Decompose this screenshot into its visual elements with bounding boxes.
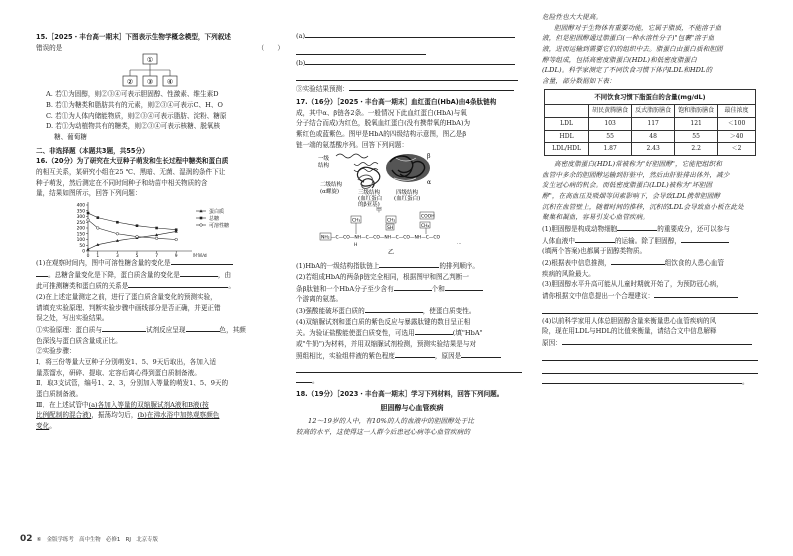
svg-text:CH₂: CH₂ (421, 224, 430, 230)
q17-stem-2: 分子结合而成)为红色，脱氧血红蛋白(没有携带氧的HbA)为 (296, 119, 471, 128)
legend-label: 总糖 (209, 215, 220, 222)
column-middle (296, 30, 528, 437)
table-caption: 不同饮食习惯下脂蛋白的含量(mg/dL) (544, 89, 756, 104)
blank[interactable] (36, 269, 48, 277)
label-fig-jia: 甲 (376, 207, 383, 215)
blank[interactable] (379, 260, 439, 268)
hemoglobin-figure (296, 150, 528, 260)
passage-line-4: 醇等组成，包括高密度脂蛋白(HDL)和低密度脂蛋白 (542, 55, 697, 64)
column-left (36, 30, 284, 432)
data-point (136, 224, 139, 227)
passage-line-6: 含量，部分数据如下表： (542, 77, 616, 86)
concept-model-diagram (36, 53, 284, 89)
label-primary-1: 一级 (318, 156, 330, 163)
label-secondary-2: (α螺旋) (320, 189, 340, 196)
x-tick-label: 1 (96, 254, 100, 258)
label-beta: β (427, 153, 431, 161)
blank[interactable] (654, 290, 738, 298)
blank[interactable] (575, 235, 615, 243)
svg-text:CH₂: CH₂ (387, 218, 396, 224)
table-row: LDL 103 117 121 ＜100 (545, 117, 756, 130)
data-point (155, 237, 158, 240)
q15-option-d-cont: 糖、葡萄糖 (54, 133, 87, 142)
q17-s2-line3: 个游离的氨基。 (296, 295, 343, 304)
node-3: ③ (146, 78, 154, 87)
q18-s2-line1: (2)根据表中信息推测， 组饮食的人患心血管 (542, 259, 725, 267)
table-row: HDL 55 48 55 ＞40 (545, 130, 756, 143)
series-line (88, 220, 176, 240)
q17-end: 。 (296, 375, 528, 387)
q16-s2-line1: (2)在上述定量测定之前，进行了蛋白质含量变化的预测实验， (36, 293, 217, 302)
q16-s1-line3: 此可推测糖类和蛋白质的关系是 。 (36, 282, 235, 291)
q15-head (36, 32, 284, 43)
table-header-row (545, 105, 756, 118)
y-tick-label: 0 (82, 249, 85, 255)
blank[interactable] (562, 337, 752, 345)
quaternary-structure-icon (386, 154, 430, 182)
answer-line[interactable] (542, 350, 758, 361)
blank[interactable] (186, 324, 220, 332)
blank[interactable] (296, 375, 312, 383)
blank[interactable] (394, 283, 432, 291)
q18-s1-line3: (填两个答案)也都属于固醇类物质。 (542, 247, 647, 256)
q16-step3-cont: 比例配制的混合液)，振荡均匀后，(b)在沸水浴中加热观察颜色 (36, 411, 220, 420)
blank[interactable] (445, 283, 483, 291)
blank[interactable] (681, 235, 729, 243)
q16-s2-line2: 请填充实验原理、判断实验步骤中画线部分是否正确，并更正错 (36, 303, 221, 312)
q18-s1-line2: 人体血液中 的运输。除了胆固醇， (542, 235, 762, 247)
x-axis-label: 时间/d (193, 254, 207, 258)
q16-head: 16.（20分）为了研究在大豆种子萌发和生长过程中糖类和蛋白质 (36, 157, 229, 166)
q16-chart-svg (36, 199, 284, 257)
page-number: 02 (20, 534, 33, 544)
label-fig-yi: 乙 (388, 249, 395, 257)
q17-s1: (1)HbA的一级结构指肽链上 的排列顺序。 (296, 262, 479, 271)
q17-s2-line1: (2)若组成HbA的两条β链完全相同，根据图甲和图乙判断一 (296, 273, 469, 282)
label-tertiary: 三级结构 (358, 190, 381, 197)
x-tick-label: 7 (155, 254, 158, 258)
passage-line-11: 沉积在血管壁上，随着时间的推移，沉积的LDL会导致血小板在此处 (542, 202, 744, 211)
q17-s4-line3: 或"牛奶")为材料，并用双缩脲试剂检测，预测实验结果是与对 (296, 340, 477, 349)
q16-stem-2: 种子萌发，然后测定在不同时间种子和幼苗中相关物质的含 (36, 178, 208, 187)
header-cell: 反式脂肪膳食 (632, 105, 675, 118)
q15-option-a: A. 若①为固醇，则②③④可表示胆固醇、性激素、维生素D (46, 90, 219, 99)
tertiary-structure-icon (357, 168, 379, 189)
data-point (116, 221, 119, 224)
q18-s1-line1: (1)胆固醇是构成动物细胞 的重要成分，还可以参与 (542, 224, 730, 233)
q16-s2-steps: ②实验步骤： (36, 347, 76, 356)
x-tick-label: 5 (135, 254, 139, 258)
y-tick-label: 300 (76, 215, 85, 221)
passage-line-10: 醇"，在高血压及吸烟等因素影响下，会导致LDL携带胆固醇 (542, 191, 721, 200)
concept-tree-svg (36, 53, 284, 89)
blank[interactable] (395, 350, 435, 358)
data-point (155, 227, 158, 230)
data-point (116, 233, 119, 236)
svg-text:NH₂: NH₂ (321, 235, 330, 241)
blank[interactable] (365, 305, 423, 313)
legend-label: 可溶性糖 (209, 222, 230, 229)
primary-chain-icon (336, 154, 368, 158)
answer-a: (a) (296, 30, 528, 42)
passage-line-5: (LDL)。科学家测定了不同饮食习惯下体内LDL和HDL的 (542, 66, 713, 75)
blank[interactable] (461, 350, 501, 358)
blank[interactable] (542, 376, 742, 384)
q18-s4-line3: 原因： (542, 337, 762, 349)
y-tick-label: 350 (76, 209, 85, 215)
answer-line[interactable] (542, 363, 758, 374)
passage-line-7: 高密度脂蛋白(HDL)常被称为"好胆固醇"，它能把组织和 (554, 159, 722, 168)
q18-title: 胆固醇与心血管疾病 (380, 403, 444, 412)
q18-para-1: 12～19岁的人中，有10%的人的血液中的胆固醇处于比 (308, 417, 475, 426)
q17-s3: (3)强酸能破坏蛋白质的 ，使蛋白质变性。 (296, 307, 476, 316)
q17-stem-1: 成，其中α、β链各2条。一般情况下此血红蛋白(HbA)与氧 (296, 108, 467, 117)
label-tertiary-2: (血红蛋白 (358, 196, 383, 203)
q16-s1-line2: 。总糖含量变化是下降，蛋白质含量的变化是 ，由 (36, 269, 284, 281)
svg-text:—C—CO—NH—C—CO—NH—C—CO—NH—C—CO: —C—CO—NH—C—CO—NH—C—CO—NH—C—CO (331, 235, 441, 241)
passage-line-2: 液，但是胆固醇通过脂蛋白(一种水溶性分子)"包裹"溶于血 (542, 34, 715, 43)
label-alpha: α (427, 179, 432, 187)
answer-line[interactable] (542, 303, 758, 314)
q16-stem-1: 的相互关系，某研究小组在25 ℃、黑暗、无菌、湿润的条件下让 (36, 168, 226, 177)
q17-s4-line4: 照组相比，实验组样液的紫色程度 ，原因是 (296, 350, 528, 362)
legend-marker (200, 224, 203, 227)
q16-s2-principle-2: 色深浅与蛋白质含量成正比。 (36, 336, 122, 345)
blank[interactable] (305, 57, 515, 65)
result-prediction: ③实验结果预测： (296, 83, 528, 95)
q15-option-b: B. 若①为糖类和脂肪共有的元素，则②③④可表示C、H、O (46, 101, 223, 110)
data-point (136, 235, 139, 238)
answer-paren: （ ） (257, 43, 284, 52)
y-tick-label: 250 (76, 220, 85, 226)
q16-step2-cont: 蛋白质制备液。 (36, 390, 83, 399)
legend-label: 蛋白质 (209, 208, 225, 215)
label-primary-2: 结构 (318, 163, 330, 170)
blank[interactable] (305, 30, 515, 38)
passage-line-12: 聚集和凝血，容易引发心血管疾病。 (542, 213, 650, 222)
passage-line-1: 胆固醇对于生物体有重要功能，它属于脂质，不能溶于血 (554, 23, 722, 32)
amino-acid-sequence (320, 212, 462, 256)
series-line (88, 232, 176, 250)
q16-s2-line3: 误之处，写出实验结果。 (36, 314, 109, 323)
q17-stem-3: 紫红色或蓝紫色。图甲是HbA的四级结构示意图，图乙是β (296, 130, 467, 139)
q18-s4-line2: 险，现在用LDL与HDL的比值来衡量，请结合文中信息解释 (542, 327, 717, 336)
legend-marker (200, 217, 203, 220)
q16-step3: Ⅲ．在上述试管中(a)各加入等量的双缩脲试剂A液和B液(按 (36, 400, 209, 409)
q16-chart (36, 199, 284, 257)
header-cell: 饱和脂肪膳食 (675, 105, 718, 118)
label-quaternary-2: (血红蛋白) (394, 196, 421, 203)
label-secondary: 二级结构 (320, 182, 343, 189)
passage-line-9: 发生冠心病的机会。而低密度脂蛋白(LDL)被称为"坏胆固 (542, 181, 713, 190)
q17-s4-line1: (4)双缩脲试剂和蛋白质的紫色反应与暴露肽键的数目呈正相 (296, 317, 471, 326)
blank[interactable] (349, 83, 514, 91)
y-tick-label: 400 (76, 203, 85, 209)
passage-line-3: 液，进而运输到需要它们的组织中去。脂蛋白由蛋白质和胆固 (542, 45, 723, 54)
blank[interactable] (617, 223, 657, 231)
q15-option-d: D. 若①为动植物共有的糖类，则②③④可表示核糖、脱氧核 (46, 122, 221, 131)
q18-s4-line1: (4)以前科学家用人体总胆固醇含量来衡量患心血管疾病的风 (542, 316, 717, 325)
q16-step1: Ⅰ．将三份等量大豆种子分别萌发1、5、9天后取出，各加入适 (36, 358, 217, 367)
q16-step2: Ⅱ．取3支试管，编号1、2、3，分别加入等量的萌发1、5、9天的 (36, 379, 229, 388)
table-row: LDL/HDL 1.87 2.43 2.2 ＜2 (545, 143, 756, 156)
data-point (97, 216, 100, 219)
y-tick-label: 50 (79, 243, 85, 249)
q16-s1-line1: (1)在观察时间内，图中可溶性糖含量的变化是 (36, 257, 284, 269)
footer-text: ⑥ 金版学练考 高中生物 必修1 RJ 北京专版 (36, 537, 158, 543)
x-tick-label: 3 (116, 254, 119, 258)
answer-line[interactable] (296, 43, 426, 55)
blank[interactable] (415, 327, 453, 335)
section-2-title: 二、非选择题（本题共3题，共55分） (36, 146, 149, 155)
q16-step1-cont: 量蒸馏水，研碎、提取、定容后离心得到蛋白质制备液。 (36, 368, 201, 377)
blank[interactable] (128, 280, 228, 288)
data-point (87, 212, 90, 215)
answer-line[interactable] (296, 69, 518, 81)
y-tick-label: 200 (76, 226, 85, 232)
hemoglobin-svg (296, 150, 528, 260)
data-point (175, 228, 178, 231)
q18-head: 18.（19分）［2023・丰台高一期末］学习下列材料，回答下列问题。 (296, 390, 504, 399)
q17-s2-line2: 条β肽链和一个HbA分子至少含有 个和 (296, 283, 528, 295)
q18-s3-line1: (3)胆固醇水平升高可能从儿童时期就开始了，为预防冠心病， (542, 280, 723, 289)
node-1: ① (146, 56, 154, 65)
column-right (542, 12, 762, 387)
svg-text:H: H (354, 243, 358, 249)
svg-text:…: … (457, 241, 462, 247)
data-point (97, 227, 100, 230)
data-point (175, 238, 178, 241)
svg-text:COOH: COOH (421, 214, 435, 220)
answer-line[interactable] (296, 362, 522, 373)
passage-line-0: 危险性也大大提高。 (542, 13, 603, 21)
header-cell: 最佳浓度 (718, 105, 756, 118)
x-tick-label: 0 (86, 254, 90, 258)
label-quaternary: 四级结构 (396, 190, 419, 197)
header-cell: 胡民黄腾膳食 (589, 105, 632, 118)
page-footer (20, 532, 158, 547)
q18-end: 。 (542, 376, 762, 388)
answer-b: (b) (296, 57, 528, 69)
blank[interactable] (102, 324, 146, 332)
q18-s3-line2: 请你根据文中信息提出一个合理建议： (542, 290, 762, 302)
svg-text:SH: SH (387, 226, 394, 232)
q17-head: 17.（16分）［2025・丰台高一期末］血红蛋白(HbA)由4条肽链构 (296, 98, 497, 107)
y-tick-label: 100 (76, 238, 85, 244)
data-point (87, 219, 90, 222)
svg-text:CH₃: CH₃ (352, 218, 361, 224)
q16-s2-principle: ①实验原理：蛋白质与 试剂反应呈现 色，其颜 (36, 326, 246, 335)
q17-s4-line2: 关。为验证盐酸能使蛋白质变性，可选用 (填"HbA" (296, 329, 483, 338)
blank[interactable] (180, 269, 218, 277)
passage-line-8: 血管中多余的胆固醇运输到肝脏中，然后由肝脏排出体外，减少 (542, 170, 730, 179)
node-4: ④ (166, 78, 174, 87)
q15-stem-line2: 错误的是 （ ） (36, 43, 284, 52)
x-tick-label: 9 (174, 254, 178, 258)
lipoprotein-table (544, 89, 756, 156)
header-cell (545, 105, 589, 118)
series-line (88, 213, 176, 230)
q17-stem-4: 链一端的氨基酸序列。回答下列问题： (296, 140, 409, 149)
q18-s2-line2: 疾病的风险最大。 (542, 269, 595, 278)
node-2: ② (126, 78, 134, 87)
q16-step3-end: 变化。 (36, 422, 56, 431)
blank[interactable] (171, 257, 233, 265)
y-tick-label: 150 (76, 232, 85, 238)
blank[interactable] (611, 257, 665, 265)
q15-stem-line1: 15.［2025・丰台高一期末］下图表示生物学概念模型，下列叙述 (36, 33, 231, 41)
q16-stem-3: 量，结果如图所示，回答下列问题： (36, 189, 142, 198)
q18-para-2: 较高的水平，这使得这一人群今后患冠心病等心血管疾病的 (296, 427, 471, 436)
label-tertiary-3: 的β亚基) (358, 202, 380, 209)
q15-option-c: C. 若①为人体内储能物质，则②③④可表示脂肪、淀粉、糖原 (46, 111, 227, 120)
